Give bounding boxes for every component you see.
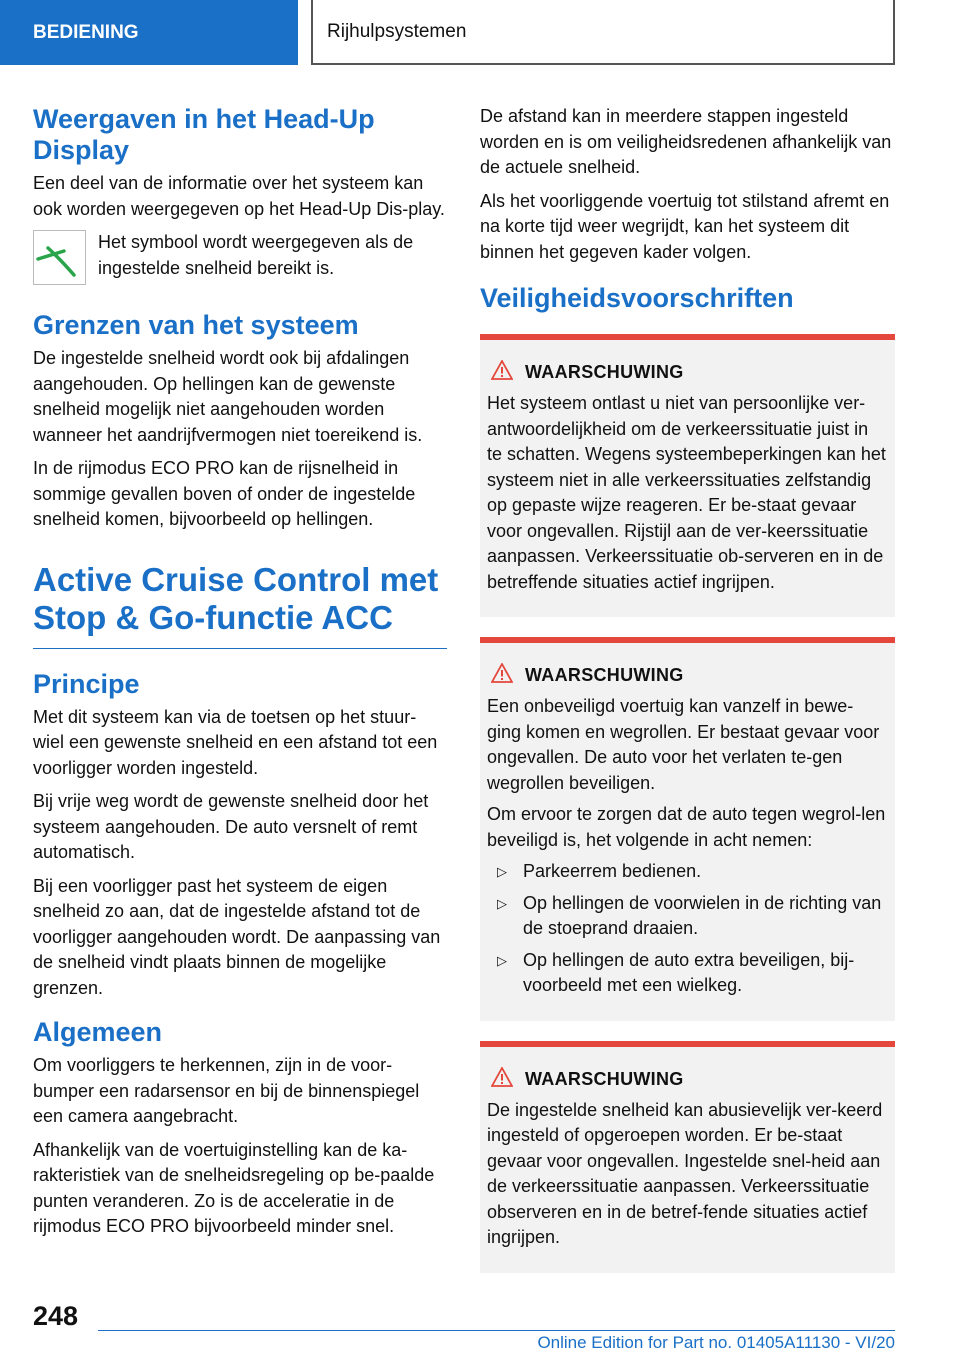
footer-rule <box>98 1330 895 1331</box>
list-item <box>487 948 887 999</box>
general-paragraph-1: Om voorliggers te herkennen, zijn in de voor-bumper een radarsensor en bij de binnenspiegel een camera aangebracht. <box>33 1055 420 1126</box>
header-section-label: BEDIENING <box>33 21 139 43</box>
triangle-bullet-icon: ▷ <box>497 952 507 968</box>
warning-box-1 <box>480 334 895 617</box>
safety-heading: Veiligheidsvoorschriften <box>480 283 794 313</box>
header-chapter <box>311 0 895 65</box>
warning-triangle-icon <box>491 1067 513 1092</box>
general-heading: Algemeen <box>33 1017 163 1047</box>
limits-paragraph-1: De ingestelde snelheid wordt ook bij afdalingen aangehouden. Op hellingen kan de gewenste snelheid mogelijk niet aangehouden worden wanneer het aandrijfvermogen niet toereikend is. <box>33 348 423 445</box>
warning-title <box>487 663 887 688</box>
list-item-text: Op hellingen de auto extra beveiligen, bij-voorbeeld met een wielkeg. <box>523 949 855 995</box>
warning-label: WAARSCHUWING <box>525 665 684 685</box>
footer-edition: Online Edition for Part no. 01405A11130 - VI/20 <box>537 1333 895 1352</box>
page-number: 248 <box>33 1301 79 1331</box>
header-section <box>0 0 298 65</box>
warning-1-text: Het systeem ontlast u niet van persoonlijke ver-antwoordelijkheid om de verkeerssituatie juist in te schatten. Wegens systeembeperkingen kan het systeem niet in alle verkeerssituaties zelfstandig op gepaste wijze reageren. Er be-staat gevaar voor ongevallen. Rijstijl aan de ver-keerssituatie aanpassen. Verkeerssituatie ob-serveren en in de betreffende situaties actief ingrijpen. <box>487 393 886 592</box>
general-paragraph-2: Afhankelijk van de voertuiginstelling kan de ka-rakteristiek van de snelheidsregeling op be-paalde punten veranderen. Zo is de acceleratie in de rijmodus ECO PRO bijvoorbeeld minder snel. <box>33 1139 435 1236</box>
warning-3-text: De ingestelde snelheid kan abusievelijk ver-keerd ingesteld of opgeroepen worden. Er be-staat gevaar voor ongevallen. Ingestelde snel-heid aan de verkeerssituatie aanpassen. Verkeerssituatie observeren en in de betref-fende situaties actief ingrijpen. <box>487 1099 883 1247</box>
warning-title <box>487 1067 887 1092</box>
hud-symbol-row <box>33 230 447 285</box>
hud-symbol-text: Het symbool wordt weergegeven als de ingestelde snelheid bereikt is. <box>98 232 414 278</box>
acc-heading-rule <box>33 648 447 649</box>
warning-2-text-1: Een onbeveiligd voertuig kan vanzelf in bewe-ging komen en wegrollen. Er bestaat gevaar voor ongevallen. De auto voor het verlaten te-gen wegrollen beveiligen. <box>487 696 880 793</box>
stop-go-paragraph: Als het voorliggende voertuig tot stilstand afremt en na korte tijd weer wegrijdt, kan het systeem dit binnen het gegeven kader volgen. <box>480 190 890 262</box>
acc-heading: Active Cruise Control met Stop & Go-functie ACC <box>33 560 439 636</box>
speed-reached-symbol-icon <box>33 230 86 285</box>
warning-2-list <box>487 859 887 999</box>
list-item <box>487 859 887 885</box>
left-column <box>33 104 447 1248</box>
principle-heading: Principe <box>33 668 140 699</box>
header-chapter-label: Rijhulpsystemen <box>327 20 467 42</box>
list-item <box>487 891 887 942</box>
warning-box-2 <box>480 637 895 1021</box>
hud-paragraph: Een deel van de informatie over het systeem kan ook worden weergegeven op het Head-Up Dis-play. <box>33 173 445 219</box>
hud-heading: Weergaven in het Head-Up Display <box>33 104 375 165</box>
list-item-text: Op hellingen de voorwielen in de richting van de stoeprand draaien. <box>523 892 882 938</box>
warning-label: WAARSCHUWING <box>525 1068 684 1089</box>
warning-triangle-icon <box>491 360 513 385</box>
triangle-bullet-icon: ▷ <box>497 895 507 911</box>
principle-paragraph-3: Bij een voorligger past het systeem de eigen snelheid zo aan, dat de ingestelde afstand tot de voorligger aangehouden wordt. De aanpassing van de snelheid vindt plaats binnen de mogelijke grenzen. <box>33 875 441 998</box>
triangle-bullet-icon: ▷ <box>497 864 507 879</box>
list-item-text: Parkeerrem bedienen. <box>523 861 702 881</box>
principle-paragraph-1: Met dit systeem kan via de toetsen op het stuur-wiel een gewenste snelheid en een afstand tot een voorligger worden ingesteld. <box>33 706 438 778</box>
distance-paragraph: De afstand kan in meerdere stappen ingesteld worden en is om veiligheidsredenen afhankelijk van de actuele snelheid. <box>480 106 892 177</box>
limits-heading: Grenzen van het systeem <box>33 310 359 340</box>
principle-paragraph-2: Bij vrije weg wordt de gewenste snelheid door het systeem aangehouden. De auto versnelt of remt automatisch. <box>33 791 429 862</box>
warning-label: WAARSCHUWING <box>525 362 684 382</box>
warning-triangle-icon <box>491 663 513 688</box>
limits-paragraph-2: In de rijmodus ECO PRO kan de rijsnelheid in sommige gevallen boven of onder de ingestelde snelheid komen, bijvoorbeeld op hellingen. <box>33 458 416 529</box>
warning-box-3 <box>480 1041 895 1273</box>
right-column <box>480 104 895 1283</box>
warning-2-text-2: Om ervoor te zorgen dat de auto tegen wegrol-len beveiligd is, het volgende in acht nemen: <box>487 804 886 850</box>
warning-title <box>487 360 887 385</box>
